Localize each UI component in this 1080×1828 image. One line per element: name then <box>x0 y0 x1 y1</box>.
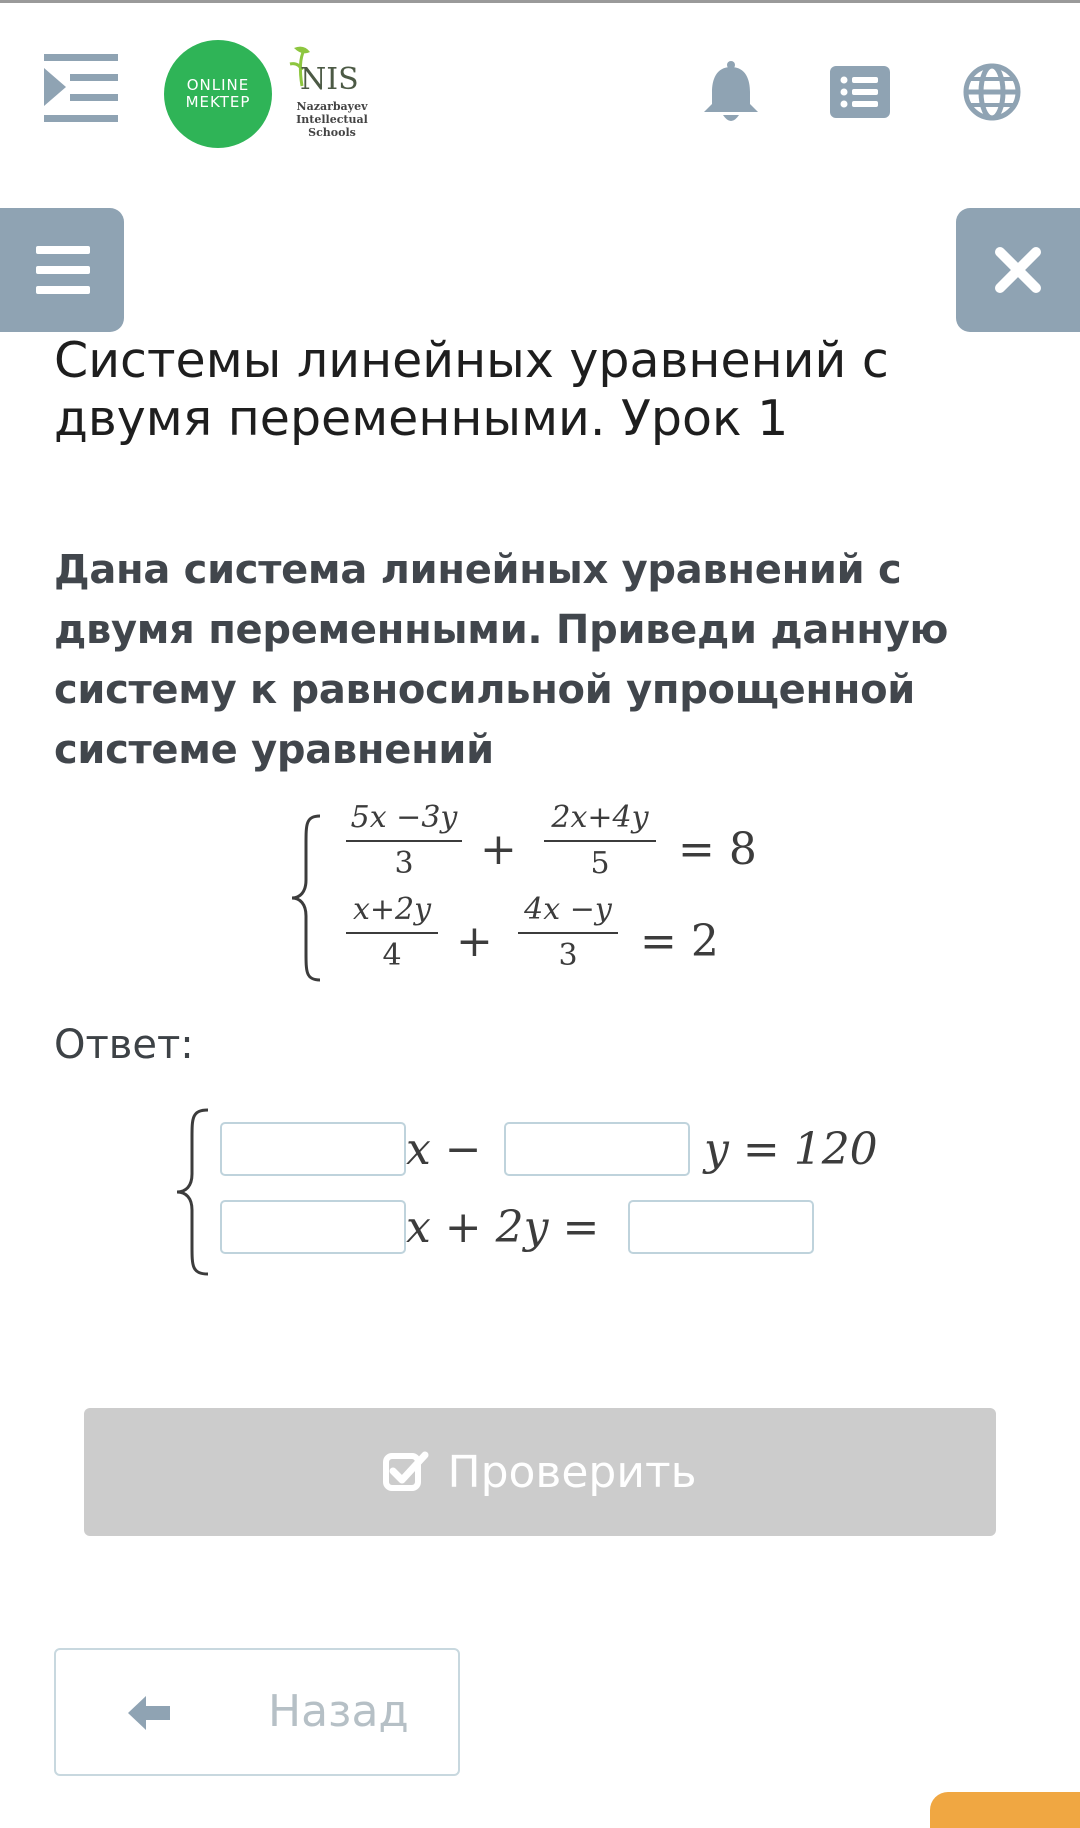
eq2-fraction2 <box>518 892 618 974</box>
nis-logo-word: NIS <box>300 62 359 97</box>
answer-x-coef-2-input[interactable] <box>220 1200 406 1254</box>
online-mektep-logo <box>164 40 272 148</box>
nis-sub-line1: Nazarbayev <box>296 100 368 113</box>
eq2-fraction1 <box>346 892 438 974</box>
eq1-fraction1 <box>346 800 462 882</box>
eq2-frac1-num: x+2y <box>352 892 432 927</box>
eq1-plus: + <box>480 824 517 875</box>
answer-rhs-2-input[interactable] <box>628 1200 814 1254</box>
list-icon[interactable] <box>830 66 890 118</box>
eq1-answer-text-2: y = 120 <box>704 1124 878 1175</box>
answer-y-coef-1-input[interactable] <box>504 1122 690 1176</box>
bell-icon[interactable] <box>702 60 760 124</box>
given-equation-system <box>290 800 790 990</box>
eq2-answer-text-1: x + 2y = <box>406 1202 600 1253</box>
close-icon <box>994 246 1042 294</box>
top-divider <box>0 0 1080 3</box>
eq2-rhs: = 2 <box>640 916 719 967</box>
eq1-frac1-den: 3 <box>394 846 414 881</box>
eq2-frac2-den: 3 <box>558 938 578 973</box>
check-button[interactable] <box>84 1408 996 1536</box>
eq2-plus: + <box>456 916 493 967</box>
nis-sub-line3: Schools <box>308 126 356 139</box>
close-button[interactable] <box>956 208 1080 332</box>
answer-x-coef-1-input[interactable] <box>220 1122 406 1176</box>
arrow-left-icon <box>126 1694 172 1732</box>
eq1-frac2-den: 5 <box>590 846 610 881</box>
sidebar-open-button[interactable] <box>0 208 124 332</box>
eq1-fraction2 <box>544 800 656 882</box>
eq2-frac2-num: 4x −y <box>524 892 612 927</box>
globe-icon[interactable] <box>962 62 1022 122</box>
logo-online-line1: ONLINE <box>186 76 250 94</box>
check-button-label: Проверить <box>447 1446 697 1498</box>
check-square-icon <box>383 1451 429 1493</box>
page-title: Системы линейных уравнений с двумя переменными. Урок 1 <box>54 332 889 447</box>
nis-sub-line2: Intellectual <box>296 113 368 126</box>
eq1-frac2-num: 2x+4y <box>551 800 649 835</box>
eq1-rhs: = 8 <box>678 824 757 875</box>
nis-logo-subtitle <box>282 100 382 139</box>
left-brace <box>290 814 324 982</box>
answer-label: Ответ: <box>54 1022 194 1068</box>
logo-online-line2: MEKTEP <box>185 93 251 111</box>
back-button[interactable] <box>54 1648 460 1776</box>
eq1-frac1-num: 5x −3y <box>350 800 458 835</box>
back-button-label: Назад <box>268 1686 409 1737</box>
menu-collapse-icon[interactable] <box>44 54 122 130</box>
eq2-frac1-den: 4 <box>382 938 402 973</box>
answer-equation-system <box>168 1108 908 1278</box>
hamburger-icon <box>36 246 90 294</box>
answer-left-brace <box>174 1108 212 1276</box>
next-button[interactable] <box>930 1792 1080 1828</box>
task-text: Дана система линейных уравнений с двумя переменными. Приведи данную систему к равносильной упрощенной системе уравнений <box>54 547 949 773</box>
eq1-answer-text-1: x − <box>406 1124 482 1175</box>
